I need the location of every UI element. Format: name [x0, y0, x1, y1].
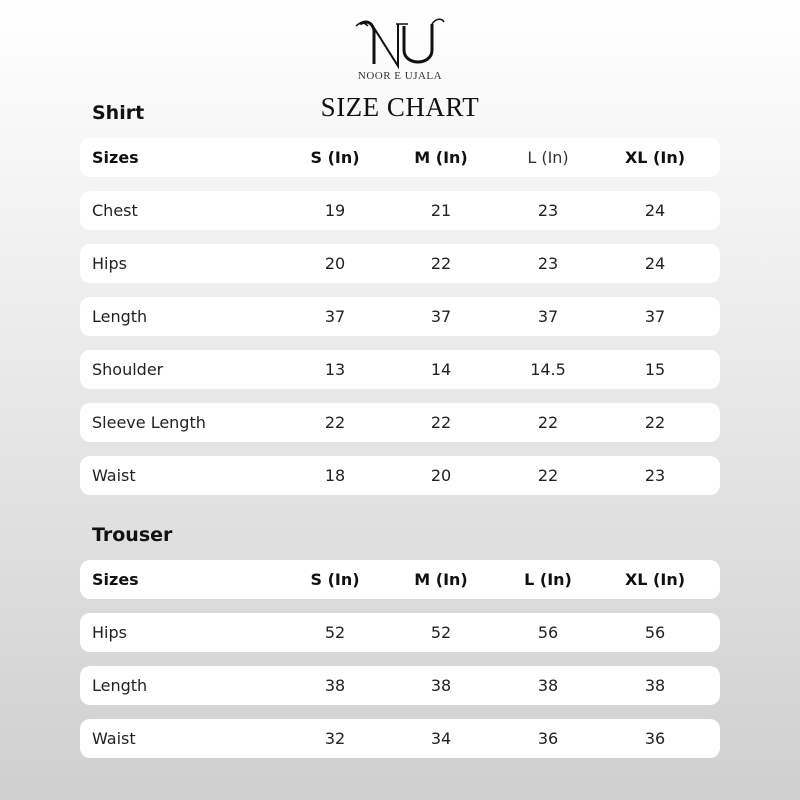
header-size-s: S (In): [310, 148, 360, 167]
cell-s: 32: [324, 729, 346, 748]
row-label: Length: [92, 676, 148, 695]
row-label: Hips: [92, 623, 127, 642]
header-size-m: M (In): [414, 570, 468, 589]
cell-l: 22: [537, 466, 559, 485]
cell-m: 14: [430, 360, 452, 379]
cell-m: 22: [430, 254, 452, 273]
cell-m: 52: [430, 623, 452, 642]
trouser-heading: Trouser: [92, 524, 173, 546]
header-size-m: M (In): [414, 148, 468, 167]
header-size-s: S (In): [310, 570, 360, 589]
shirt-header-row: [80, 138, 720, 177]
header-size-l: L (In): [527, 148, 569, 167]
cell-m: 20: [430, 466, 452, 485]
cell-l: 23: [537, 201, 559, 220]
cell-s: 19: [324, 201, 346, 220]
cell-l: 38: [537, 676, 559, 695]
cell-l: 14.5: [530, 360, 566, 379]
table-row: [80, 244, 720, 283]
table-row: [80, 719, 720, 758]
brand-name: NOOR E UJALA: [357, 70, 443, 82]
cell-m: 37: [430, 307, 452, 326]
table-row: [80, 350, 720, 389]
row-label: Sleeve Length: [92, 413, 206, 432]
row-label: Chest: [92, 201, 138, 220]
cell-s: 37: [324, 307, 346, 326]
cell-m: 34: [430, 729, 452, 748]
header-sizes-label: Sizes: [92, 148, 139, 167]
header-size-l: L (In): [524, 570, 572, 589]
table-row: [80, 191, 720, 230]
cell-xl: 37: [644, 307, 666, 326]
cell-l: 36: [537, 729, 559, 748]
brand-logo: [0, 14, 800, 82]
cell-s: 38: [324, 676, 346, 695]
cell-xl: 24: [644, 201, 666, 220]
cell-l: 22: [537, 413, 559, 432]
nu-monogram-icon: [352, 14, 448, 72]
cell-l: 23: [537, 254, 559, 273]
row-label: Waist: [92, 729, 136, 748]
cell-xl: 23: [644, 466, 666, 485]
page-title: SIZE CHART: [320, 92, 480, 122]
cell-xl: 38: [644, 676, 666, 695]
header-sizes-label: Sizes: [92, 570, 139, 589]
header-size-xl: XL (In): [624, 570, 686, 589]
cell-s: 52: [324, 623, 346, 642]
table-row: [80, 666, 720, 705]
trouser-header-row: [80, 560, 720, 599]
cell-xl: 24: [644, 254, 666, 273]
cell-s: 18: [324, 466, 346, 485]
cell-m: 38: [430, 676, 452, 695]
shirt-heading: Shirt: [92, 102, 145, 124]
cell-m: 22: [430, 413, 452, 432]
table-row: [80, 613, 720, 652]
cell-l: 37: [537, 307, 559, 326]
cell-l: 56: [537, 623, 559, 642]
row-label: Hips: [92, 254, 127, 273]
cell-xl: 56: [644, 623, 666, 642]
table-row: [80, 456, 720, 495]
table-row: [80, 403, 720, 442]
cell-xl: 22: [644, 413, 666, 432]
cell-s: 22: [324, 413, 346, 432]
table-row: [80, 297, 720, 336]
header-size-xl: XL (In): [624, 148, 686, 167]
row-label: Waist: [92, 466, 136, 485]
cell-xl: 15: [644, 360, 666, 379]
cell-s: 13: [324, 360, 346, 379]
row-label: Length: [92, 307, 148, 326]
cell-xl: 36: [644, 729, 666, 748]
cell-s: 20: [324, 254, 346, 273]
row-label: Shoulder: [92, 360, 164, 379]
cell-m: 21: [430, 201, 452, 220]
